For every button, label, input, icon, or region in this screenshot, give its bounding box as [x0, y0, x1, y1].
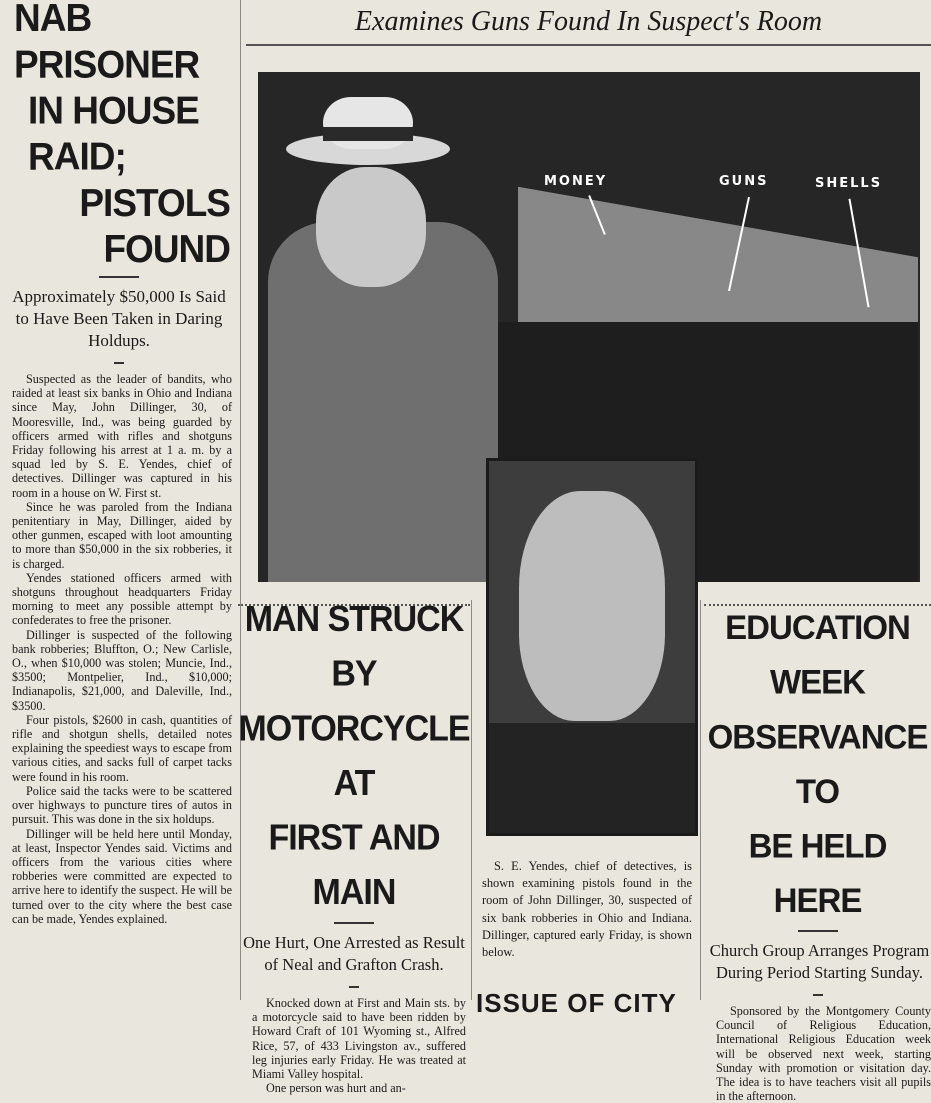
- guns-label: GUNS: [719, 174, 769, 189]
- mugshot-face: [519, 491, 665, 721]
- middle-subhead: One Hurt, One Arrested as Result of Neal and Grafton Crash.: [243, 933, 465, 974]
- paragraph: One person was hurt and an-: [266, 1081, 406, 1096]
- hat-icon: [283, 87, 453, 167]
- left-subhead: Approximately $50,000 Is Said to Have Been Taken in Daring Holdups.: [12, 287, 226, 350]
- paragraph: Since he was paroled from the Indiana penitentiary in May, Dillinger, aided by other gunmen, escaped with loot amounting to more than $50,000 in the six robberies, it is charged.: [12, 499, 232, 571]
- middle-headline: [238, 592, 470, 920]
- subhead-divider: [813, 994, 823, 996]
- left-headline-line: PISTOLS FOUND: [79, 181, 230, 271]
- left-headline-line: NAB PRISONER: [14, 0, 200, 86]
- left-headline: [4, 0, 234, 273]
- right-body: [716, 1004, 931, 1103]
- right-headline-line: EDUCATION WEEK: [725, 607, 910, 701]
- right-headline-line: OBSERVANCE TO: [707, 716, 928, 811]
- shells-label: SHELLS: [815, 176, 883, 191]
- right-headline: [704, 600, 931, 928]
- paragraph: Four pistols, $2600 in cash, quantities of rifle and shotgun shells, detailed notes explaining the speediest ways to escape from various cities, and sacks full of carpet tacks were found in his room.: [12, 712, 232, 784]
- subhead-divider: [349, 986, 359, 988]
- left-body: [12, 372, 232, 926]
- paragraph: Sponsored by the Montgomery County Council of Religious Education, International Religious Education week will be observed next week, starting Sunday with promotion or visitation day. The idea is to have teachers visit all pupils in the afternoon.: [716, 1004, 931, 1103]
- right-story: [704, 607, 931, 1103]
- left-headline-line: IN HOUSE RAID;: [28, 88, 199, 179]
- mugshot-suit: [489, 723, 695, 833]
- middle-headline-line: FIRST AND MAIN: [268, 817, 440, 913]
- middle-headline-line: MOTORCYCLE AT: [238, 708, 470, 804]
- paragraph: Dillinger will be held here until Monday, at least, Inspector Yendes said. Victims and officers from the various cities where robberies were committed are expected to arrive here to identify the suspect. He will be turned over to the city where the best case can be made, Yendes explained.: [12, 826, 232, 926]
- headline-divider: [99, 276, 139, 278]
- paragraph: Suspected as the leader of bandits, who raided at least six banks in Ohio and Indiana since May, John Dillinger, 30, of Mooresville, Ind., was being guarded by officers armed with rifles and shotguns Friday following his arrest at 1 a. m. by a squad led by S. E. Yendes, chief of detectives. Dillinger was captured in his room in a house on W. First st.: [12, 372, 232, 500]
- middle-body: [252, 996, 466, 1095]
- left-story: [0, 0, 238, 1000]
- subhead-divider: [114, 362, 124, 364]
- next-headline: ISSUE OF CITY: [476, 988, 677, 1018]
- headline-divider: [334, 922, 374, 924]
- right-subhead: Church Group Arranges Program During Period Starting Sunday.: [709, 941, 930, 982]
- middle-story: [238, 599, 470, 1096]
- middle-headline-line: MAN STRUCK BY: [244, 599, 464, 695]
- photo-caption: [482, 858, 692, 961]
- column-rule: [700, 600, 701, 1000]
- money-label: MONEY: [544, 174, 608, 189]
- caption-text: S. E. Yendes, chief of detectives, is shown examining pistols found in the room of John Dillinger, 30, suspected of six bank robberies in Ohio and Indiana. Dillinger, captured early Friday, is shown below.: [482, 859, 692, 960]
- right-headline-line: BE HELD HERE: [748, 825, 887, 920]
- paragraph: Knocked down at First and Main sts. by a motorcycle said to have been ridden by Howard Craft of 101 Wyoming st., Alfred Rice, 57, of 433 Livingston av., suffered leg injuries early Friday. He was treated at Miami Valley hospital.: [252, 996, 466, 1082]
- headline-divider: [798, 930, 838, 932]
- dillinger-mugshot: [486, 458, 698, 836]
- photo-banner-title: Examines Guns Found In Suspect's Room: [246, 0, 931, 46]
- paragraph: Police said the tacks were to be scattered over highways to puncture tires of autos in pursuit. This was done in the six holdups.: [12, 783, 232, 827]
- detective-face: [316, 167, 426, 287]
- paragraph: Yendes stationed officers armed with shotguns throughout headquarters Friday morning to meet any possible attempt by confederates to free the prisoner.: [12, 570, 232, 628]
- column-rule: [471, 600, 472, 1000]
- paragraph: Dillinger is suspected of the following bank robberies; Bluffton, O.; New Carlisle, O., when $10,000 was stolen; Muncie, Ind., $3500; Montpelier, Ind., $10,000; Indianapolis, $21,000, and Daleville, Ind., $3500.: [12, 627, 232, 713]
